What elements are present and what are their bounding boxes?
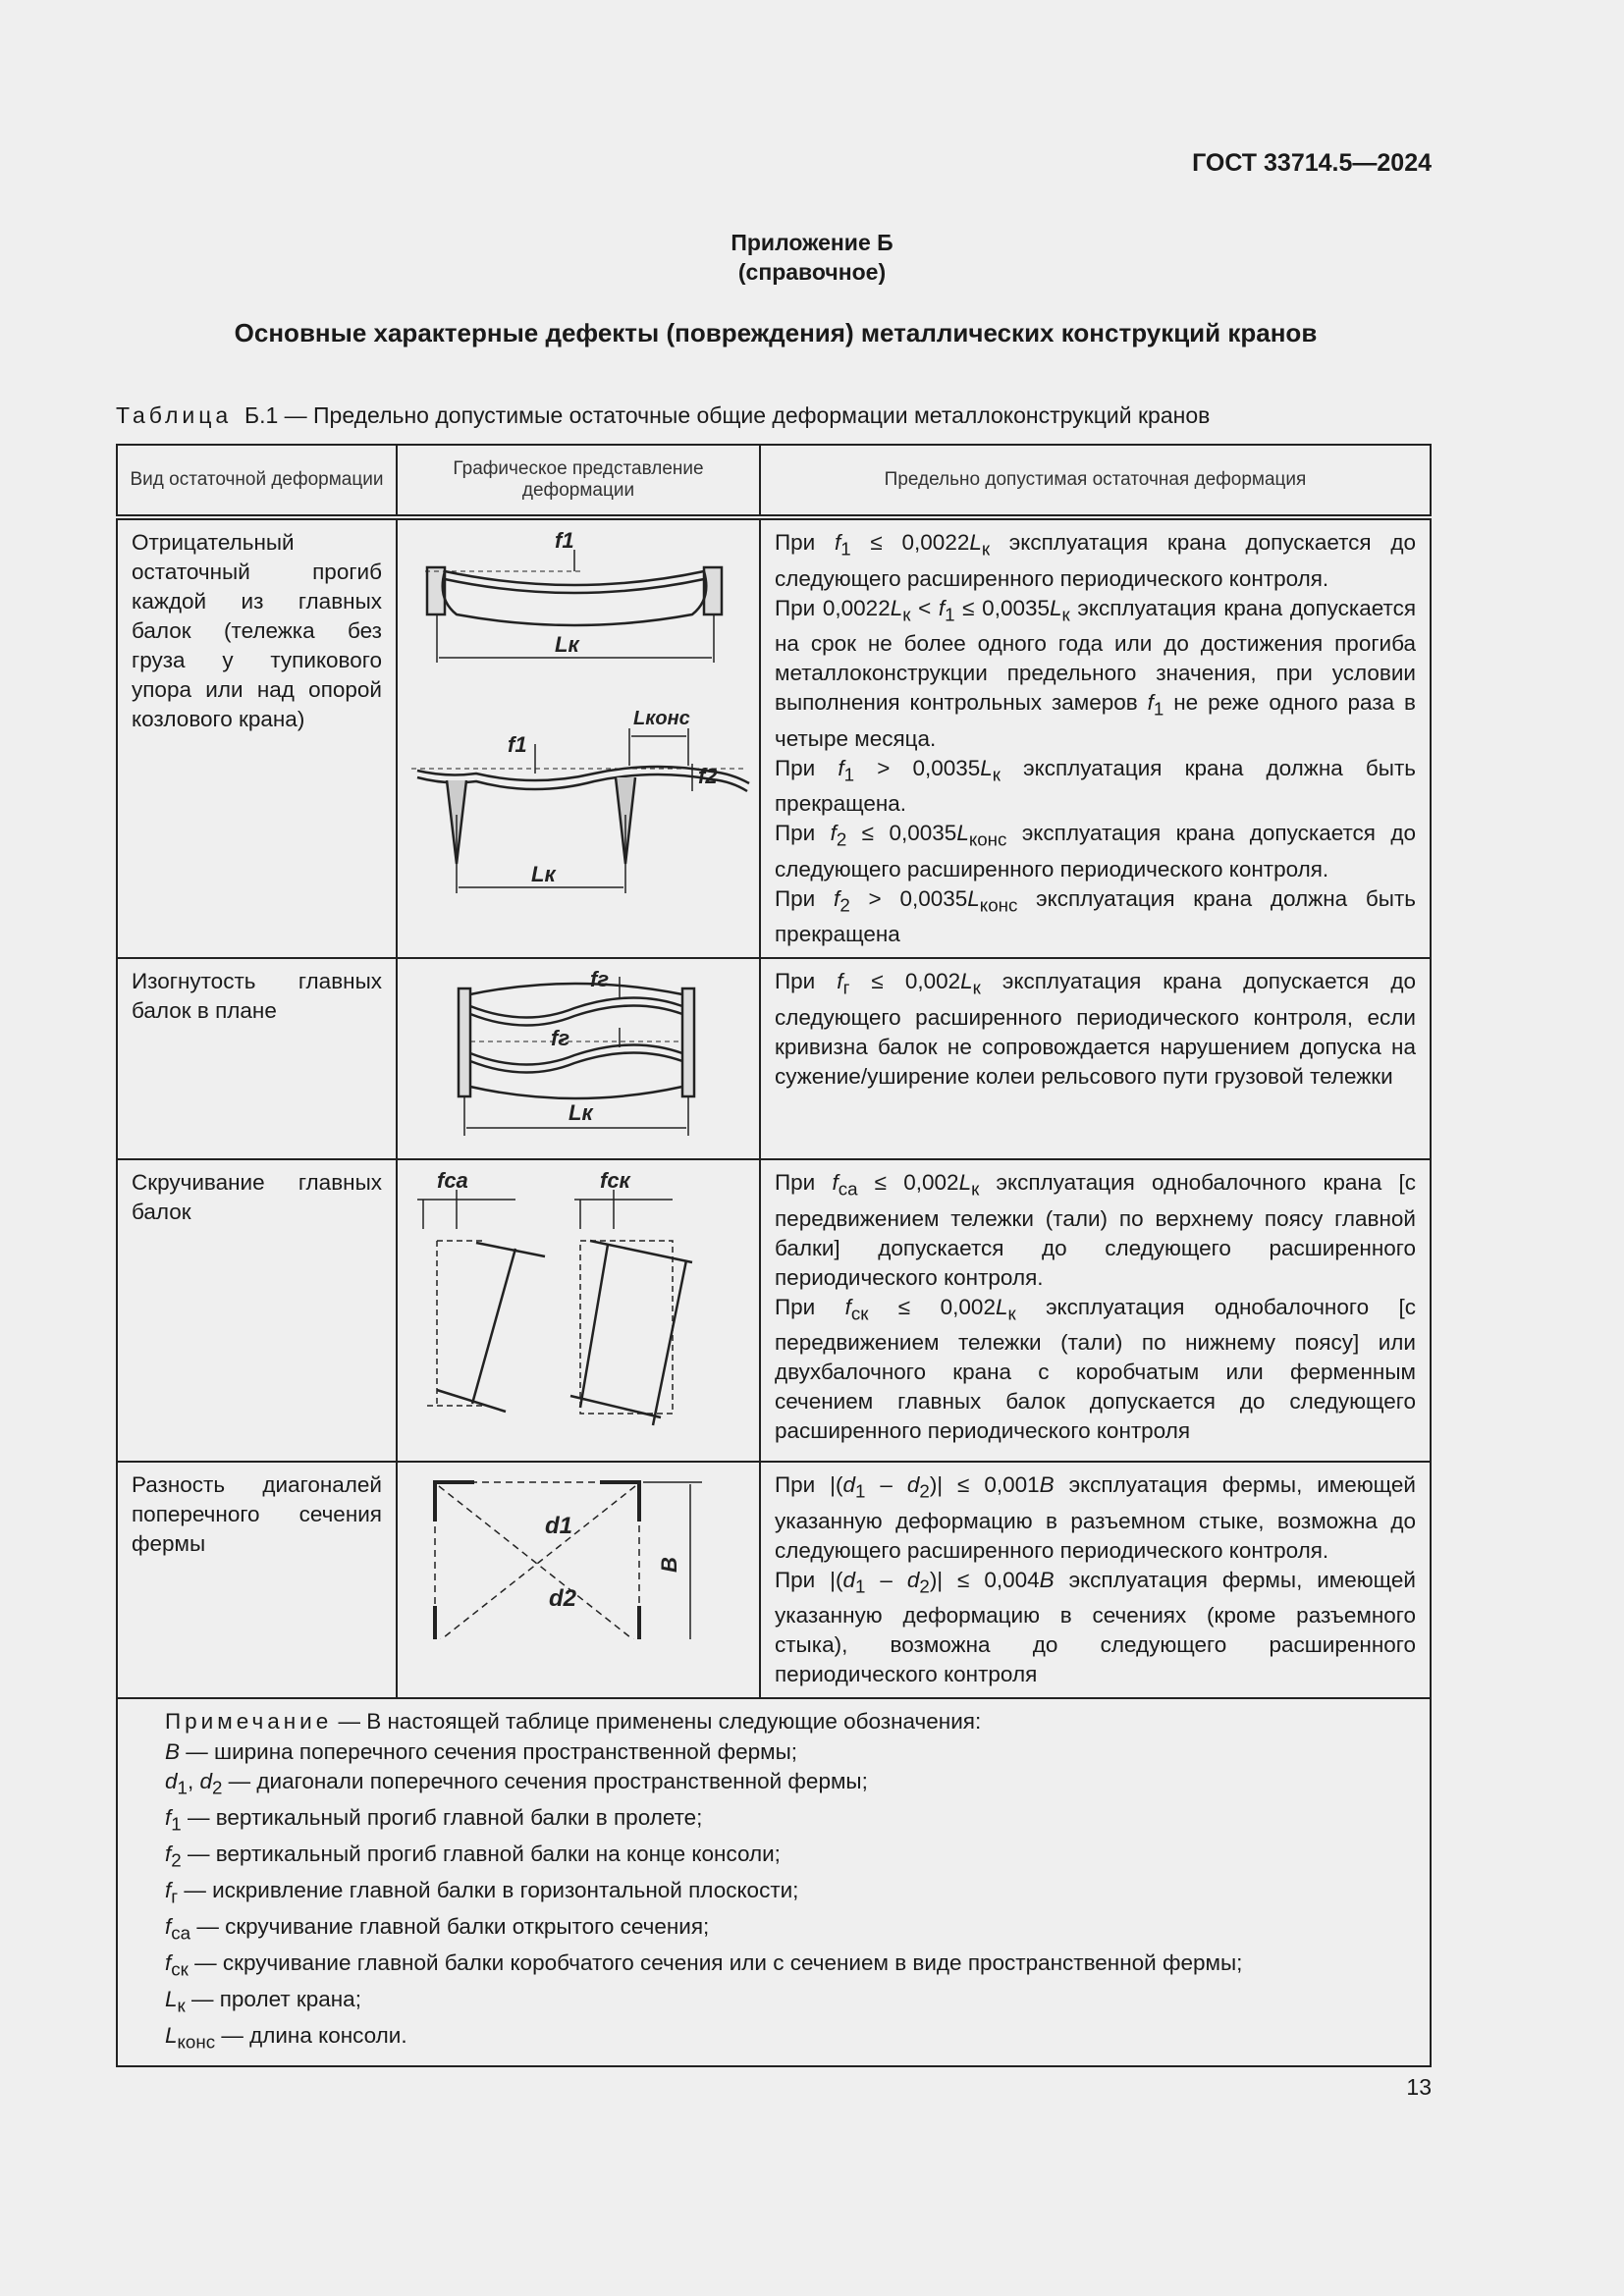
table-note	[117, 1698, 1431, 2066]
note-item: $f_2$ — вертикальный прогиб главной балки на конце консоли;	[165, 1842, 781, 1871]
figure-label: fг	[590, 967, 610, 991]
deformation-type: Отрицательный остаточный прогиб каждой из главных балок (тележка без груза у тупикового упора или над опорой козлового крана)	[117, 517, 397, 958]
figure-label: f1	[508, 732, 527, 757]
note-item: B — ширина поперечного сечения пространственной фермы;	[165, 1738, 798, 1764]
note-prefix: Примечание	[165, 1709, 333, 1734]
figure-label: d1	[545, 1513, 573, 1539]
note-intro: — В настоящей таблице применены следующие обозначения:	[338, 1709, 982, 1734]
figure-label: fг	[551, 1026, 570, 1050]
main-title: Основные характерные дефекты (повреждения) металлических конструкций кранов	[234, 318, 1318, 347]
figure-label: Lк	[531, 862, 556, 886]
table-row	[117, 958, 1431, 1159]
note-row	[117, 1698, 1431, 2066]
figure-label: B	[657, 1557, 681, 1573]
table-caption-prefix: Таблица	[116, 402, 233, 428]
figure-label: Lк	[555, 632, 579, 657]
note-item: $f_{ск}$ — скручивание главной балки коробчатого сечения или с сечением в виде пространственной фермы;	[165, 1950, 1243, 1980]
deformation-type: Изогнутость главных балок в плане	[117, 958, 397, 1159]
note-item: $f_г$ — искривление главной балки в горизонтальной плоскости;	[165, 1878, 799, 1907]
appendix-subtitle: (справочное)	[737, 259, 887, 285]
column-header: Графическое представление деформации	[397, 445, 760, 517]
note-item: $L_к$ — пролет крана;	[165, 1987, 361, 2016]
diagonal-figure	[398, 1463, 759, 1639]
page-number: 13	[1406, 2074, 1432, 2100]
figure-label: d2	[549, 1585, 577, 1612]
deformation-figure	[397, 517, 760, 958]
deformation-type: Разность диагоналей поперечного сечения фермы	[117, 1462, 397, 1698]
appendix-title: Приложение Б	[731, 230, 893, 255]
table-row	[117, 1462, 1431, 1698]
note-item: $f_{са}$ — скручивание главной балки открытого сечения;	[165, 1914, 710, 1944]
table-row	[117, 517, 1431, 958]
figure-label: f2	[698, 764, 718, 788]
deformation-limit: При $|(d_1 - d_2)| \le 0,001B$ эксплуатация фермы, имеющей указанную деформацию в разъемном стыке, возможна до следующего расширенного периодического контроля. При $|(d_1 - d_2)| \le 0,004B$ эксплуатация фермы, имеющей указанную деформацию в сечениях (кроме разъемного стыка), возможна до следующего расширенного периодического контроля	[760, 1462, 1431, 1698]
figure-label: fса	[437, 1168, 468, 1193]
deformation-limit: При $f_г \le 0,002L_к$ эксплуатация крана допускается до следующего расширенного периодического контроля, если кривизна балок не сопровождается нарушением допуска на сужение/уширение колеи рельсового пути грузовой тележки	[760, 958, 1431, 1159]
column-header: Вид остаточной деформации	[117, 445, 397, 517]
deformation-limit: При $f_1 \le 0,0022L_к$ эксплуатация крана допускается до следующего расширенного периодического контроля. При $0,0022L_к < f_1 \le 0,0035L_к$ эксплуатация крана допускается на срок не более одного года или до достижения прогиба металлоконструкции предельного значения, при условии выполнения контрольных замеров $f_1$ не реже одного раза в четыре месяца. При $f_1 > 0,0035L_к$ эксплуатация крана должна быть прекращена. При $f_2 \le 0,0035L_{конс}$ эксплуатация крана допускается до следующего расширенного периодического контроля. При $f_2 > 0,0035L_{конс}$ эксплуатация крана должна быть прекращена	[760, 517, 1431, 958]
note-item: $f_1$ — вертикальный прогиб главной балки в пролете;	[165, 1805, 703, 1835]
figure-label: fск	[600, 1168, 630, 1193]
sag-figure	[398, 520, 759, 918]
note-item: $L_{конс}$ — длина консоли.	[165, 2023, 407, 2053]
deformation-type: Скручивание главных балок	[117, 1159, 397, 1462]
document-header: ГОСТ 33714.5—2024	[1192, 149, 1432, 177]
deformation-limit: При $f_{са} \le 0,002L_к$ эксплуатация однобалочного крана [с передвижением тележки (тали) по верхнему поясу главной балки] допускается до следующего расширенного периодического контроля. При $f_{ск} \le 0,002L_к$ эксплуатация однобалочного [с передвижением тележки (тали) по нижнему поясу] или двухбалочного крана с коробчатым или ферменным сечением главных балок допускается до следующего расширенного периодического контроля	[760, 1159, 1431, 1462]
deformation-table	[116, 444, 1432, 2067]
deformation-figure	[397, 1159, 760, 1462]
figure-label: Lконс	[633, 708, 690, 729]
torsion-figure	[398, 1160, 759, 1453]
deformation-figure	[397, 1462, 760, 1698]
figure-label: f1	[555, 528, 574, 553]
table-caption	[116, 402, 1210, 429]
column-header: Предельно допустимая остаточная деформация	[760, 445, 1431, 517]
figure-label: Lк	[568, 1100, 593, 1125]
table-caption-text: Б.1 — Предельно допустимые остаточные общие деформации металлоконструкций кранов	[244, 402, 1211, 428]
table-header-row	[117, 445, 1431, 517]
lateral-bend-figure	[398, 959, 759, 1150]
table-row	[117, 1159, 1431, 1462]
deformation-figure	[397, 958, 760, 1159]
note-item: $d_1$, $d_2$ — диагонали поперечного сечения пространственной фермы;	[165, 1769, 868, 1798]
